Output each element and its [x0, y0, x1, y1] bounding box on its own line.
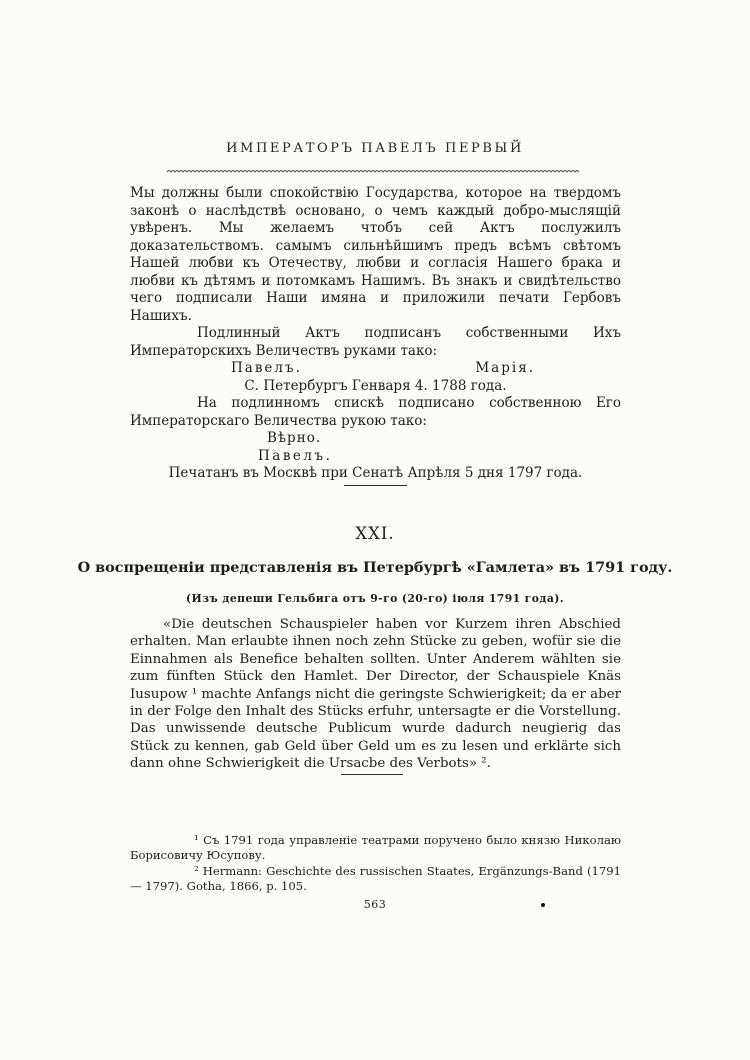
running-header: ИМПЕРАТОРЪ ПАВЕЛЪ ПЕРВЫЙ [226, 141, 524, 156]
section-divider [344, 485, 407, 486]
dateline: С. Петербургъ Генваря 4. 1788 года. [244, 377, 507, 394]
printers-dot [541, 903, 545, 907]
signature-pavel: Павелъ. [231, 360, 302, 376]
footnotes-block [130, 833, 621, 895]
section-title: О воспрещеніи представленія въ Петербургѣ «Гамлета» въ 1791 году. [77, 559, 673, 576]
signature-row [130, 360, 621, 378]
footnote-2: ² Hermann: Geschichte des russischen Staates, Ergänzungs-Band (1791 — 1797). Gotha, 1866, p. 105. [130, 863, 621, 894]
wavy-rule [167, 168, 580, 175]
act-paragraph-3: На подлинномъ спискѣ подписано собственною Его Императорскаго Величества рукою тако: [130, 395, 621, 429]
certification-verno: Вѣрно. [267, 430, 322, 446]
imprint-line: Печатанъ въ Москвѣ при Сенатѣ Апрѣля 5 дня 1797 года. [168, 465, 583, 481]
signature-maria: Марія. [475, 360, 535, 376]
certification-pavel: Павелъ. [258, 447, 333, 464]
wavy-rule-path [167, 171, 579, 173]
german-quote: «Die deutschen Schauspieler haben vor Kurzem ihren Abschied erhalten. Man erlaubte ihnen noch zehn Stücke zu geben, wofür sie die Einnahmen als Benefice behalten sollten. Unter Anderem wählten sie zum fünften Stück den Hamlet. Der Director, der Schauspiele Knäs Iusupow ¹ machte Anfangs nicht die geringste Schwierigkeit; da er aber in der Folge den Inhalt des Stücks erfuhr, untersagte er die Vorstellung. Das unwissende deutsche Publicum wurde dadurch neugierig das Stück zu kennen, gab Geld über Geld um es zu lesen und erklärte sich dann ohne Schwierigkeit die Ursacbe des Verbots» ². [130, 617, 621, 772]
footnote-divider [341, 774, 403, 775]
section-subtitle: (Изъ депеши Гельбига отъ 9-го (20-го) іюля 1791 года). [186, 592, 564, 605]
section-number: XXI. [355, 524, 395, 543]
act-text-block [130, 185, 621, 483]
act-paragraph-2: Подлинный Актъ подписанъ собственными Ихъ Императорскихъ Величествъ руками тако: [130, 325, 621, 359]
footnote-1: ¹ Съ 1791 года управленіе театрами поручено было князю Николаю Борисовичу Юсупову. [130, 833, 621, 863]
page-number: 563 [363, 898, 387, 911]
act-paragraph-1: Мы должны были спокойствію Государства, которое на твердомъ законѣ о наслѣдствѣ основано, о чемъ каждый добро-мыслящій увѣренъ. Мы желаемъ чтобъ сей Актъ послужилъ доказательствомъ. самымъ сильнѣйшимъ предъ всѣмъ свѣтомъ Нашей любви къ Отечеству, любви и согласія Нашего брака и любви къ дѣтямъ и потомкамъ Нашимъ. Въ знакъ и свидѣтельство чего подписали Наши имяна и приложили печати Гербовъ Нашихъ. [130, 185, 621, 324]
